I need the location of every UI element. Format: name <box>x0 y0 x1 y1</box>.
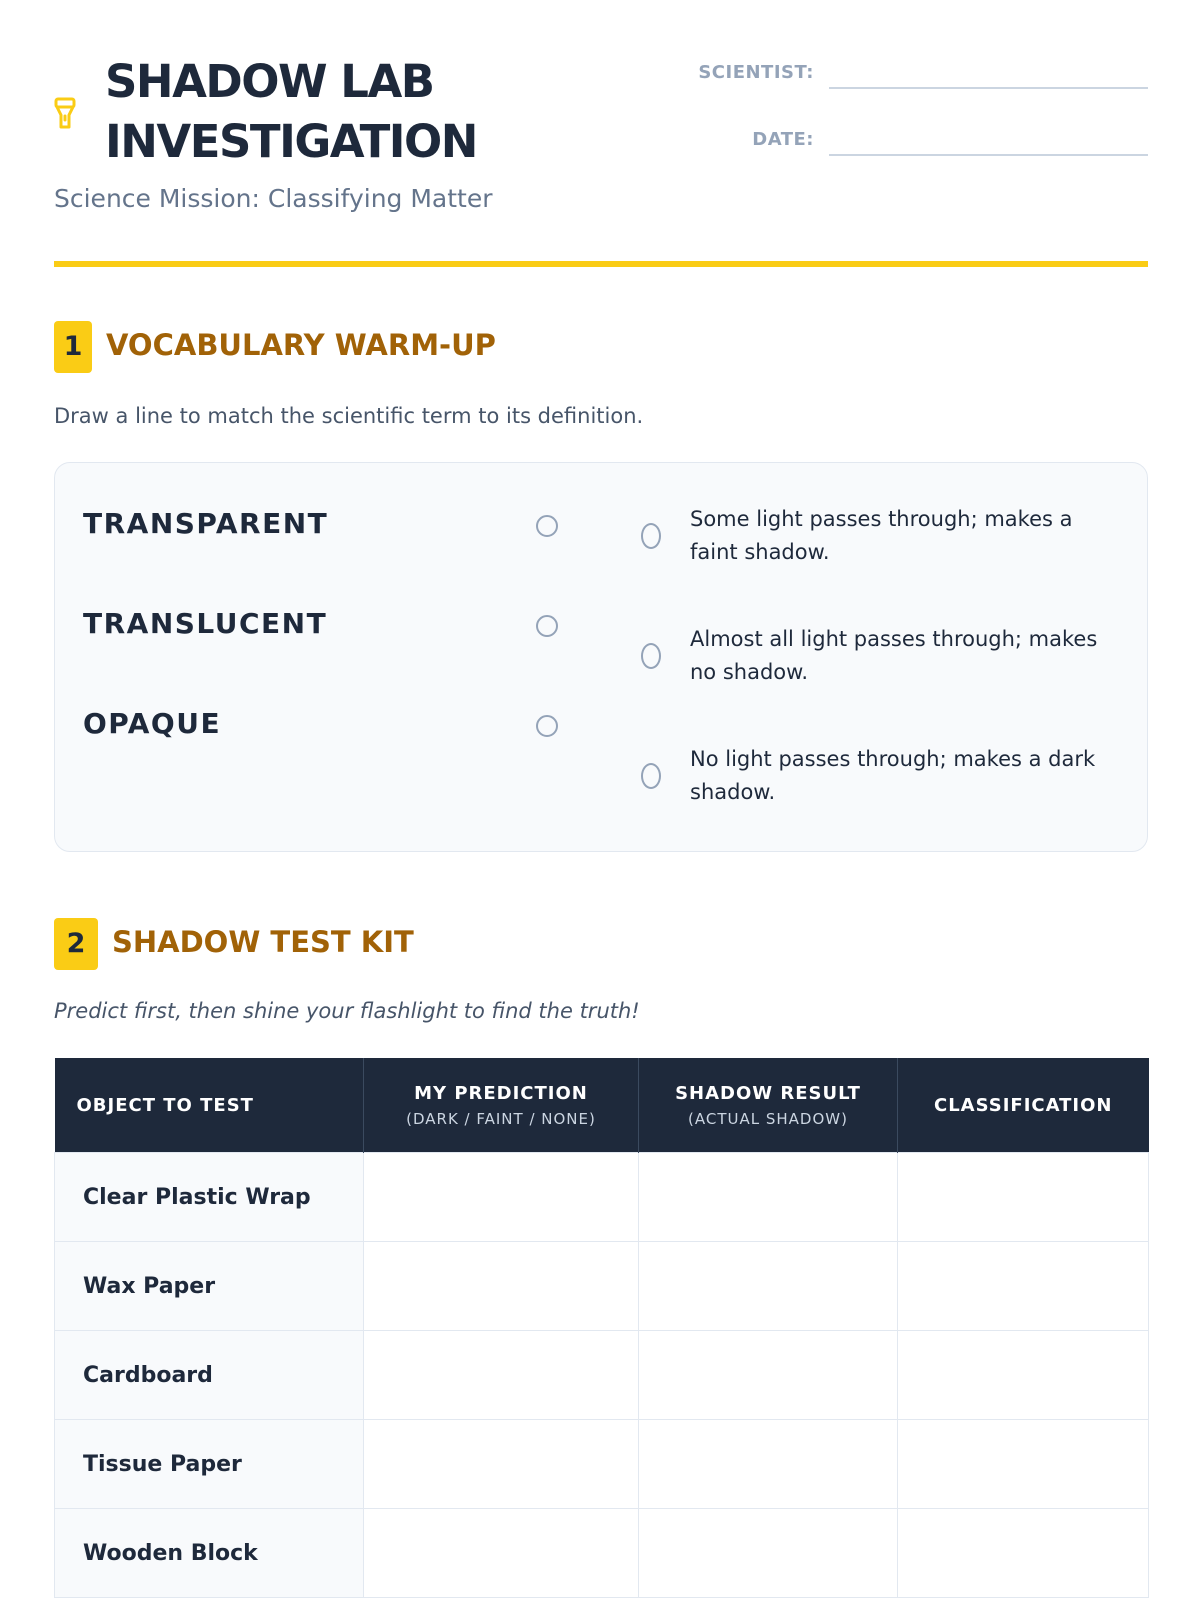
classification-cell[interactable] <box>898 1509 1149 1598</box>
prediction-cell[interactable] <box>364 1153 639 1242</box>
matching-box <box>54 462 1148 852</box>
section-title: VOCABULARY WARM-UP <box>106 328 496 362</box>
scientist-row <box>54 50 1148 90</box>
definition-match-dot[interactable] <box>641 643 661 669</box>
vocabulary-instruction: Draw a line to match the scientific term to its definition. <box>54 404 644 428</box>
worksheet-page <box>54 0 1148 1566</box>
prediction-cell[interactable] <box>364 1509 639 1598</box>
scientist-field[interactable] <box>829 87 1148 89</box>
classification-cell[interactable] <box>898 1331 1149 1420</box>
term-match-dot[interactable] <box>536 715 558 737</box>
date-row <box>54 117 1148 157</box>
definition-1: Some light passes through; makes a faint shadow. <box>690 507 1073 564</box>
section-title: SHADOW TEST KIT <box>112 925 414 959</box>
section-number-badge: 1 <box>54 321 92 373</box>
column-header-sublabel: (ACTUAL SHADOW) <box>688 1109 848 1128</box>
result-cell[interactable] <box>639 1420 898 1509</box>
table-row <box>55 1331 1149 1420</box>
object-name: Tissue Paper <box>55 1420 364 1509</box>
result-cell[interactable] <box>639 1242 898 1331</box>
date-field[interactable] <box>829 154 1148 156</box>
shadow-test-table <box>54 1058 1149 1598</box>
title-line-2: INVESTIGATION <box>105 115 477 168</box>
column-header-label: CLASSIFICATION <box>933 1094 1113 1116</box>
title-line-1: SHADOW LAB <box>105 55 434 108</box>
table-header-row <box>55 1058 1149 1153</box>
result-cell[interactable] <box>639 1331 898 1420</box>
term-opaque: OPAQUE <box>83 707 222 740</box>
column-header-sublabel: (DARK / FAINT / NONE) <box>406 1109 596 1128</box>
classification-cell[interactable] <box>898 1242 1149 1331</box>
scientist-label: SCIENTIST: <box>698 62 814 83</box>
object-name: Cardboard <box>55 1331 364 1420</box>
column-header-label: OBJECT TO TEST <box>76 1094 254 1116</box>
page-subtitle: Science Mission: Classifying Matter <box>54 184 493 213</box>
table-row <box>55 1420 1149 1509</box>
table-row <box>55 1153 1149 1242</box>
table-row <box>55 1242 1149 1331</box>
object-name: Wooden Block <box>55 1509 364 1598</box>
definition-match-dot[interactable] <box>641 763 661 789</box>
column-header-result <box>639 1058 898 1153</box>
prediction-cell[interactable] <box>364 1420 639 1509</box>
classification-cell[interactable] <box>898 1153 1149 1242</box>
term-match-dot[interactable] <box>536 615 558 637</box>
test-kit-instruction: Predict first, then shine your flashlight to find the truth! <box>54 999 640 1023</box>
column-header-prediction <box>364 1058 639 1153</box>
result-cell[interactable] <box>639 1153 898 1242</box>
section-number-badge: 2 <box>54 918 98 970</box>
object-name: Wax Paper <box>55 1242 364 1331</box>
column-header-label: MY PREDICTION <box>414 1082 588 1104</box>
classification-cell[interactable] <box>898 1420 1149 1509</box>
definition-2: Almost all light passes through; makes no shadow. <box>690 627 1098 684</box>
table-row <box>55 1509 1149 1598</box>
column-header-classification <box>898 1058 1149 1153</box>
column-header-label: SHADOW RESULT <box>675 1082 861 1104</box>
column-header-object <box>55 1058 364 1153</box>
definition-match-dot[interactable] <box>641 523 661 549</box>
prediction-cell[interactable] <box>364 1242 639 1331</box>
term-match-dot[interactable] <box>536 515 558 537</box>
term-translucent: TRANSLUCENT <box>83 607 328 640</box>
result-cell[interactable] <box>639 1509 898 1598</box>
object-name: Clear Plastic Wrap <box>55 1153 364 1242</box>
header-divider <box>54 261 1148 267</box>
prediction-cell[interactable] <box>364 1331 639 1420</box>
term-transparent: TRANSPARENT <box>83 507 329 540</box>
date-label: DATE: <box>752 129 814 150</box>
worksheet-header <box>54 0 1148 262</box>
definition-3: No light passes through; makes a dark shadow. <box>690 747 1096 804</box>
